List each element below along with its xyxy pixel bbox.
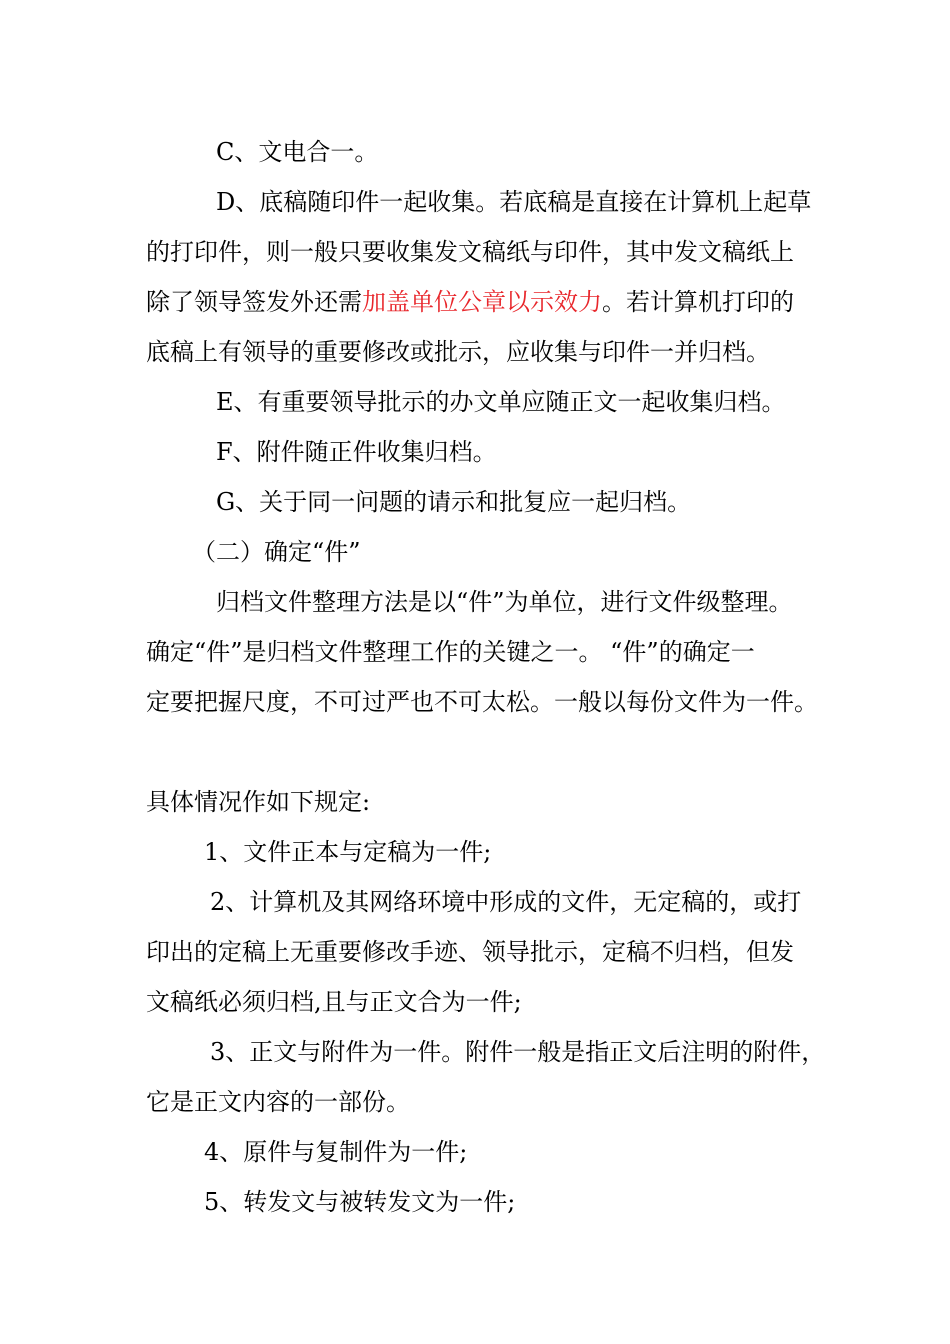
- paragraph-line: F、附件随正件收集归档。: [216, 438, 497, 466]
- paragraph-line: 归档文件整理方法是以“件”为单位，进行文件级整理。: [216, 588, 793, 616]
- paragraph-line: E、有重要领导批示的办文单应随正文一起收集归档。: [216, 388, 786, 416]
- paragraph-line-with-highlight: [146, 286, 794, 318]
- highlighted-text: 加盖单位公章以示效力: [362, 288, 602, 316]
- paragraph-line: 底稿上有领导的重要修改或批示，应收集与印件一并归档。: [146, 338, 770, 366]
- section-heading: （二）确定“件”: [192, 538, 361, 566]
- list-item: 2、计算机及其网络环境中形成的文件，无定稿的，或打: [210, 888, 802, 916]
- paragraph-line: 文稿纸必须归档,且与正文合为一件;: [146, 988, 522, 1016]
- paragraph-line: 印出的定稿上无重要修改手迹、领导批示，定稿不归档，但发: [146, 938, 794, 966]
- paragraph-line: 确定“件”是归档文件整理工作的关键之一。 “件”的确定一: [146, 638, 755, 666]
- paragraph-line: 具体情况作如下规定:: [146, 788, 371, 816]
- paragraph-line: 的打印件，则一般只要收集发文稿纸与印件，其中发文稿纸上: [146, 238, 794, 266]
- list-item: 1、文件正本与定稿为一件;: [204, 838, 492, 866]
- paragraph-line: 定要把握尺度，不可过严也不可太松。一般以每份文件为一件。: [146, 688, 818, 716]
- list-item: 4、原件与复制件为一件;: [204, 1138, 468, 1166]
- line-text-after: 。若计算机打印的: [602, 288, 794, 316]
- paragraph-line: D、底稿随印件一起收集。若底稿是直接在计算机上起草: [216, 188, 812, 216]
- paragraph-line: G、关于同一问题的请示和批复应一起归档。: [216, 488, 692, 516]
- list-item: 5、转发文与被转发文为一件;: [204, 1188, 516, 1216]
- paragraph-line: 它是正文内容的一部份。: [146, 1088, 410, 1116]
- paragraph-line: C、文电合一。: [216, 138, 379, 166]
- list-item: 3、正文与附件为一件。附件一般是指正文后注明的附件，: [210, 1038, 826, 1066]
- line-text-before: 除了领导签发外还需: [146, 288, 362, 316]
